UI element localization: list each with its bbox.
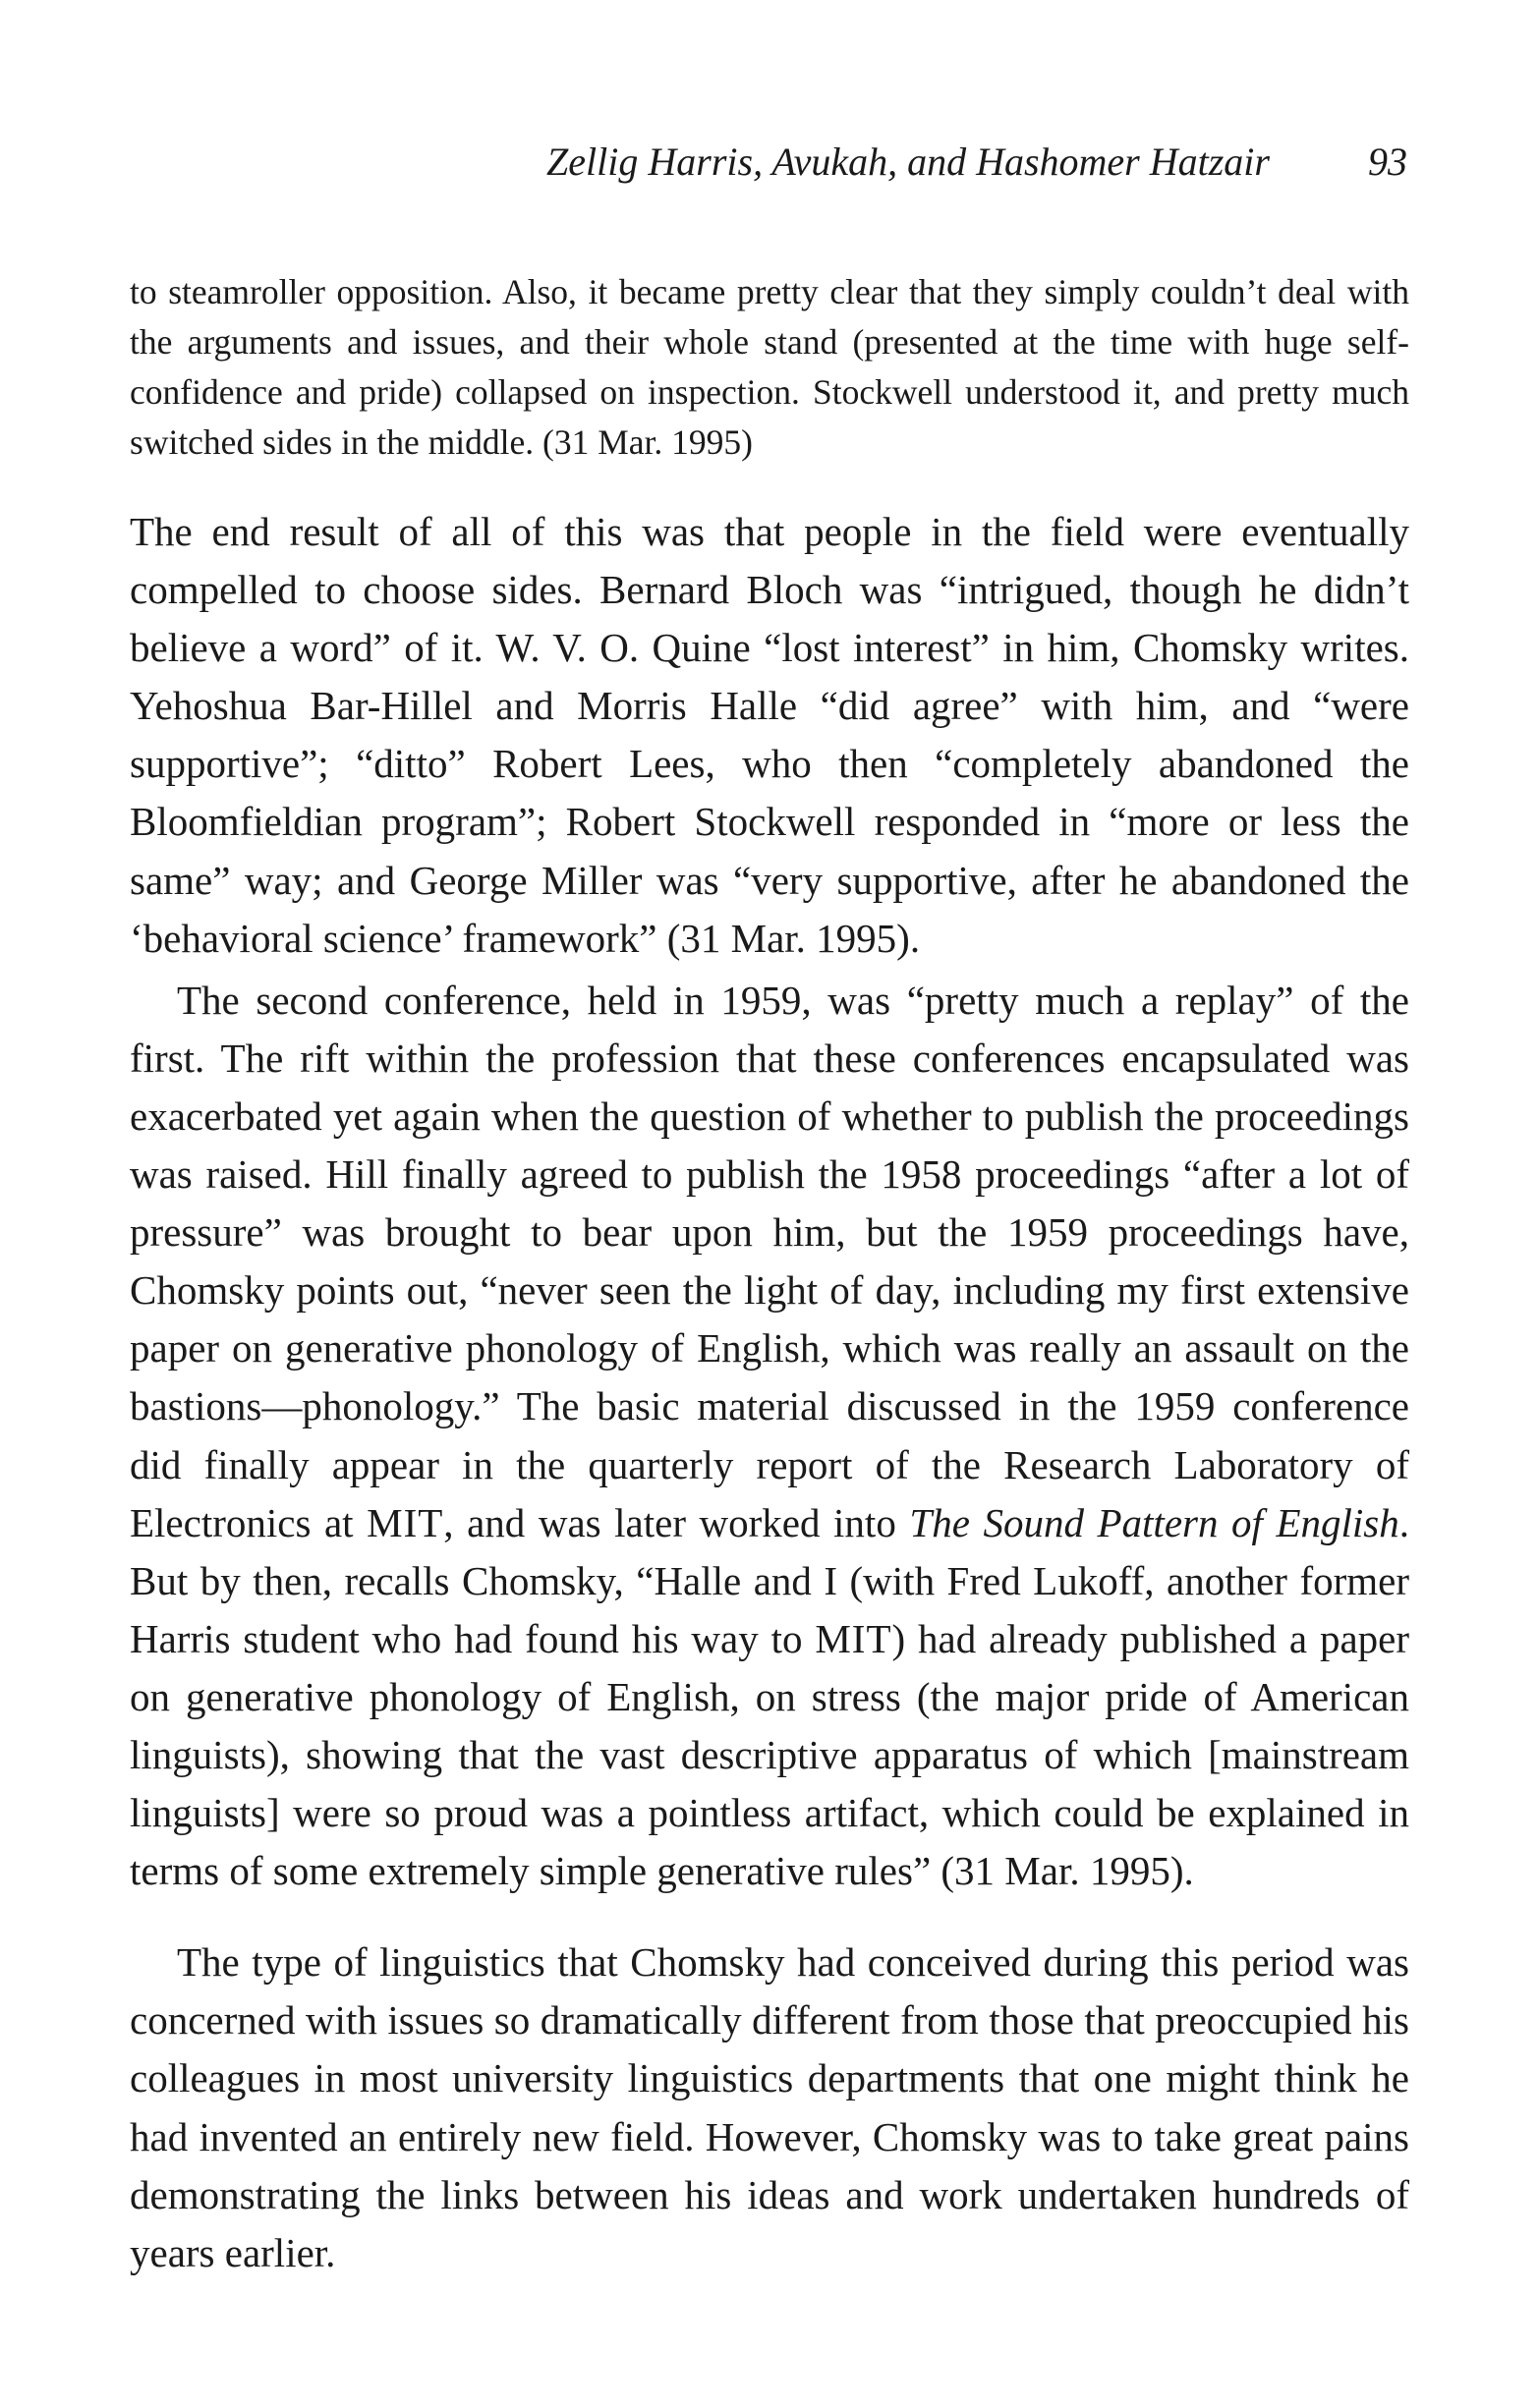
paragraph-2-text-2: , and was later worked into bbox=[443, 1499, 910, 1545]
paragraph-1: The end result of all of this was that people in the field were eventually compelled to choose sides. Bernard Bloch was “intrigued, though he didn’t believe a word” of it. W. V. O. Quine “lost interest” in him, Chomsky writes. Yehoshua Bar-Hillel and Morris Halle “did agree” with him, and “were supportive”; “ditto” Robert Lees, who then “completely abandoned the Bloomfieldian program”; Robert Stockwell responded in “more or less the same” way; and George Miller was “very supportive, after he abandoned the ‘behavioral science’ framework” (31 Mar. 1995). bbox=[130, 509, 1409, 961]
mit-abbreviation: MIT bbox=[367, 1499, 444, 1545]
running-title: Zellig Harris, Avukah, and Hashomer Hatzair bbox=[546, 140, 1270, 184]
paragraph-2-text-4: ) had already published a paper on generative phonology of English, on stress (the major pride of American linguists), showing that the vast descriptive apparatus of which [mainstream linguists] were so proud was a pointless artifact, which could be explained in terms of some extremely simple generative rules” (31 Mar. 1995). bbox=[130, 1615, 1410, 1894]
page-number: 93 bbox=[1368, 140, 1407, 184]
block-quote: to steamroller opposition. Also, it became pretty clear that they simply couldn’t deal with the arguments and issues, and their whole stand (presented at the time with huge self-confidence and pride) collapsed on inspection. Stockwell understood it, and pretty much switched sides in the middle. (31 Mar. 1995) bbox=[130, 272, 1409, 462]
mit-abbreviation: MIT bbox=[815, 1615, 892, 1661]
paragraph-2 bbox=[130, 972, 1409, 1901]
paragraph-2-text-1: The second conference, held in 1959, was “pretty much a replay” of the first. The rift within the profession that these conferences encapsulated was exacerbated yet again when the question of whether to publish the proceedings was raised. Hill finally agreed to publish the 1958 proceedings “after a lot of pressure” was brought to bear upon him, but the 1959 proceedings have, Chomsky points out, “never seen the light of day, including my first extensive paper on generative phonology of English, which was really an assault on the bastions—phonology.” The basic material discussed in the 1959 conference did finally appear in the quarterly report of the Research Laboratory of Electronics at bbox=[130, 977, 1409, 1545]
running-head bbox=[130, 138, 1407, 187]
book-title: The Sound Pattern of English bbox=[909, 1499, 1399, 1545]
body-text bbox=[130, 470, 1409, 2282]
paragraph-2-text-3: . But by then, recalls Chomsky, “Halle and I (with Fred Lukoff, another former Harris student who had found his way to bbox=[130, 1499, 1410, 1661]
paragraph-3: The type of linguistics that Chomsky had conceived during this period was concerned with issues so dramatically different from those that preoccupied his colleagues in most university linguistics departments that one might think he had invented an entirely new field. However, Chomsky was to take great pains demonstrating the links between his ideas and work undertaken hundreds of years earlier. bbox=[130, 1939, 1409, 2275]
